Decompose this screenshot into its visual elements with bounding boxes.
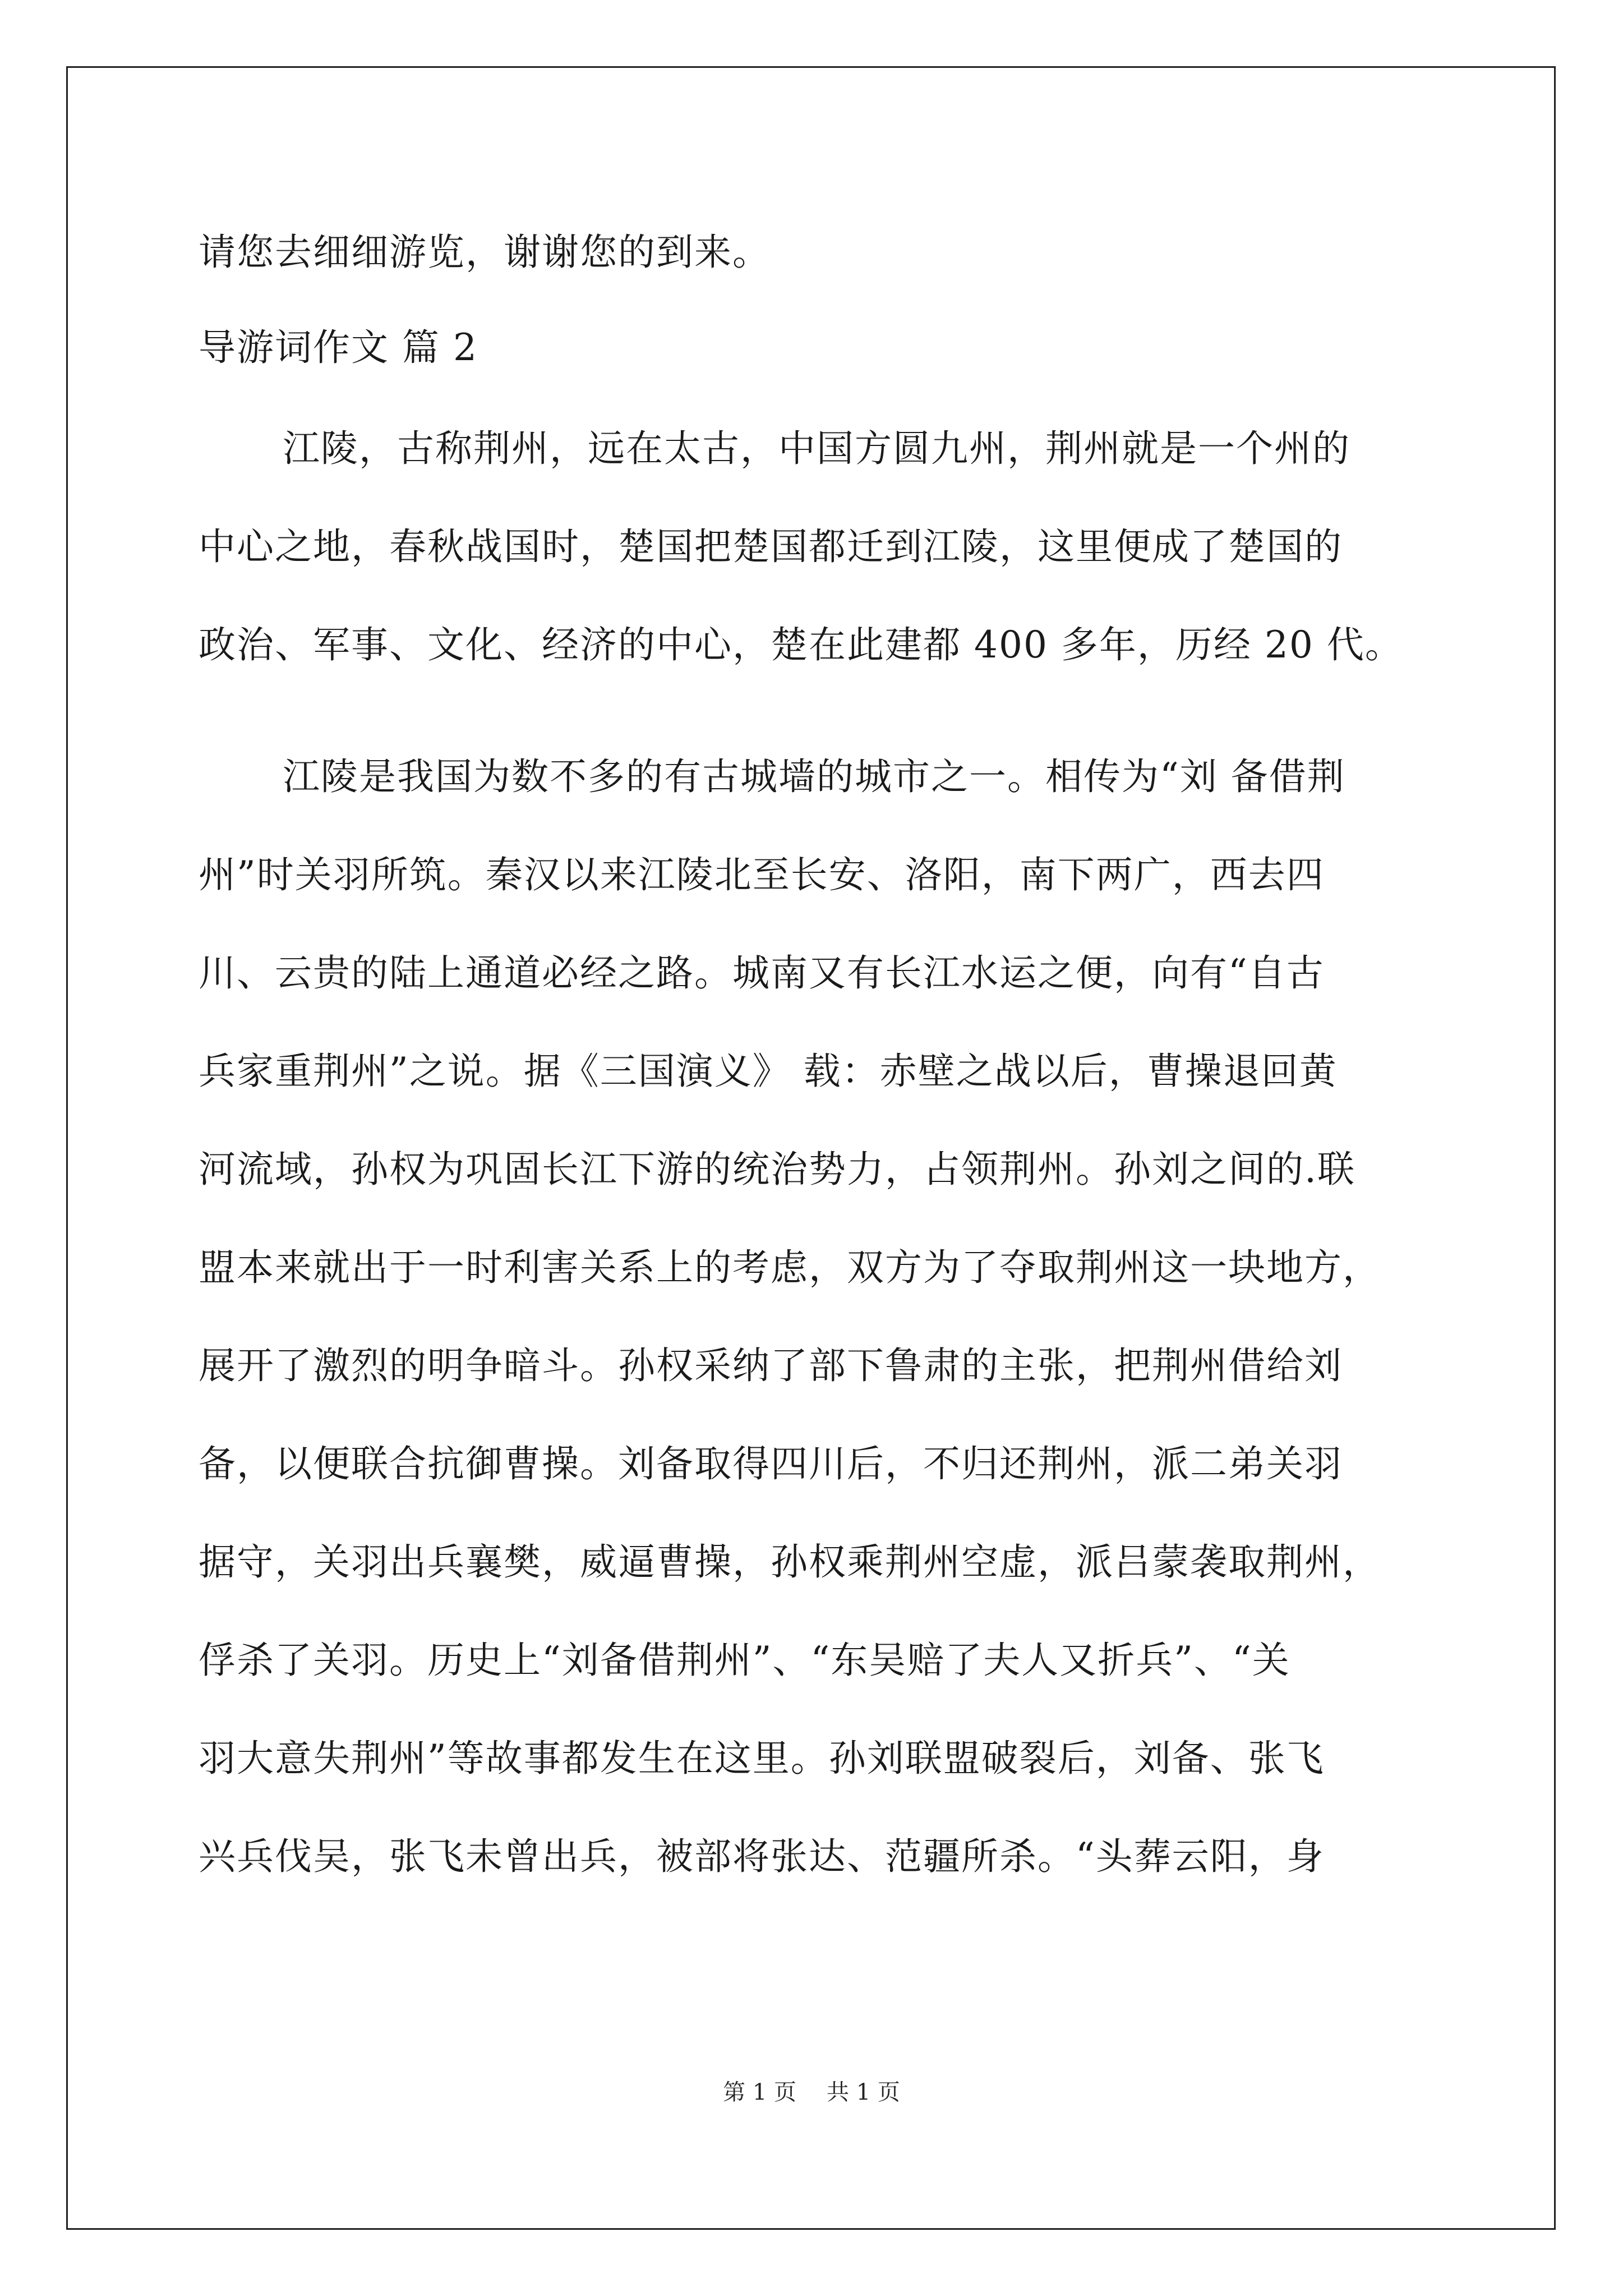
paragraph-line: 中心之地，春秋战国时，楚国把楚国都迁到江陵，这里便成了楚国的 [199, 525, 1343, 568]
paragraph-line: 州”时关羽所筑。秦汉以来江陵北至长安、洛阳，南下两广，西去四 [199, 853, 1325, 896]
section-heading: 导游词作文 篇 2 [199, 326, 478, 369]
paragraph-line: 江陵是我国为数不多的有古城墙的城市之一。相传为“刘 备借荆 [283, 755, 1345, 798]
paragraph-line: 盟本来就出于一时利害关系上的考虑，双方为了夺取荆州这一块地方， [199, 1246, 1381, 1289]
page-number: 第 1 页 [723, 2079, 796, 2105]
paragraph-line: 据守，关羽出兵襄樊，威逼曹操，孙权乘荆州空虚，派吕蒙袭取荆州， [199, 1540, 1381, 1584]
paragraph-line: 政治、军事、文化、经济的中心，楚在此建都 400 多年，历经 20 代。 [199, 623, 1403, 666]
page-footer [0, 2078, 1623, 2106]
paragraph-line: 川、云贵的陆上通道必经之路。城南又有长江水运之便，向有“自古 [199, 951, 1325, 995]
paragraph-line: 羽大意失荆州”等故事都发生在这里。孙刘联盟破裂后，刘备、张飞 [199, 1737, 1325, 1780]
paragraph-line: 江陵，古称荆州，远在太古，中国方圆九州，荆州就是一个州的 [283, 427, 1350, 470]
closing-line: 请您去细细游览，谢谢您的到来。 [199, 231, 771, 274]
paragraph-line: 兴兵伐吴，张飞未曾出兵，被部将张达、范疆所杀。“头葬云阳，身 [199, 1835, 1325, 1878]
page-total: 共 1 页 [827, 2079, 900, 2105]
paragraph-line: 俘杀了关羽。历史上“刘备借荆州”、“东吴赔了夫人又折兵”、“关 [199, 1639, 1290, 1682]
paragraph-line: 展开了激烈的明争暗斗。孙权采纳了部下鲁肃的主张，把荆州借给刘 [199, 1344, 1343, 1387]
paragraph-line: 备，以便联合抗御曹操。刘备取得四川后，不归还荆州，派二弟关羽 [199, 1442, 1343, 1485]
paragraph-line: 河流域，孙权为巩固长江下游的统治势力，占领荆州。孙刘之间的.联 [199, 1148, 1355, 1191]
paragraph-line: 兵家重荆州”之说。据《三国演义》 载：赤壁之战以后，曹操退回黄 [199, 1050, 1338, 1093]
